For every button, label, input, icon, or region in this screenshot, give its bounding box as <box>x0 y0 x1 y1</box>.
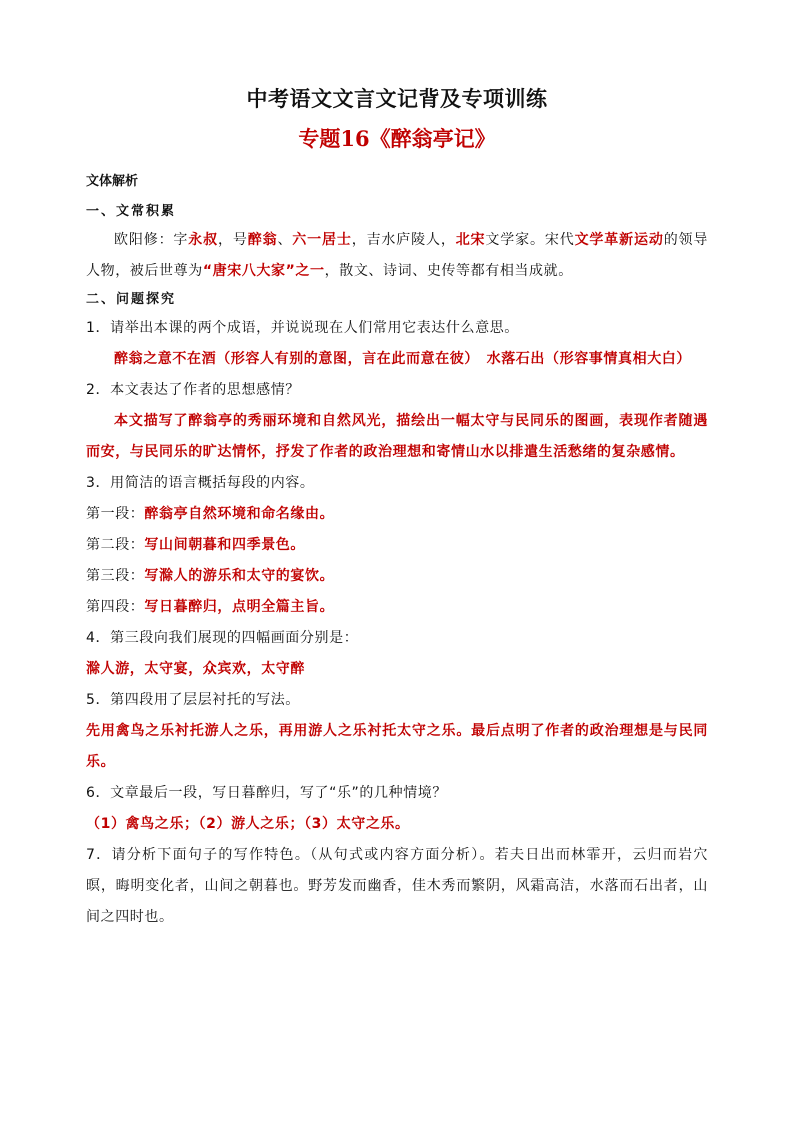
document-title: 中考语文文言文记背及专项训练 <box>246 86 548 111</box>
question-5: 5．第四段用了层层衬托的写法。 <box>86 692 300 708</box>
summary-answer: 写日暮醉归，点明全篇主旨。 <box>144 599 335 615</box>
section-heading-two: 二、问题探究 <box>86 292 177 307</box>
question-6: 6．文章最后一段，写日暮醉归，写了“乐”的几种情境？ <box>86 785 448 801</box>
answer-5: 先用禽鸟之乐衬托游人之乐，再用游人之乐衬托太守之乐。最后点明了作者的政治理想是与民同乐。 <box>86 723 708 770</box>
paragraph-summary-3 <box>86 561 708 592</box>
summary-answer: 写山间朝暮和四季景色。 <box>144 537 306 553</box>
author-text: ，吉水庐陵人， <box>351 232 456 248</box>
summary-answer: 写滁人的游乐和太守的宴饮。 <box>144 568 335 584</box>
summary-lead: 第一段： <box>86 506 145 522</box>
author-highlight: 永叔 <box>188 232 218 248</box>
question-3: 3．用简洁的语言概括每段的内容。 <box>86 475 315 491</box>
author-text: 的领导人物，被后世尊为 <box>86 232 709 279</box>
author-highlight: 北宋 <box>455 232 486 248</box>
author-text: 欧阳修：字 <box>114 232 189 248</box>
question-1: 1．请举出本课的两个成语，并说说现在人们常用它表达什么意思。 <box>86 320 519 336</box>
answer-4: 滁人游，太守宴，众宾欢，太守醉 <box>86 661 305 677</box>
paragraph-summary-1 <box>86 499 708 530</box>
section-label-wenti: 文体解析 <box>86 174 139 189</box>
summary-lead: 第四段： <box>86 599 145 615</box>
paragraph-summary-4 <box>86 592 708 623</box>
answer-2: 本文描写了醉翁亭的秀丽环境和自然风光，描绘出一幅太守与民同乐的图画，表现作者随遇而安，与民同乐的旷达情怀，抒发了作者的政治理想和寄情山水以排遣生活愁绪的复杂感情。 <box>86 413 708 460</box>
author-text: 文学家。宋代 <box>485 232 575 248</box>
document-subtitle: 专题16《醉翁亭记》 <box>298 126 496 151</box>
summary-lead: 第二段： <box>86 537 145 553</box>
author-highlight: 醉翁 <box>247 232 278 248</box>
summary-answer: 醉翁亭自然环境和命名缘由。 <box>144 506 335 522</box>
author-text: 、 <box>277 232 293 248</box>
author-highlight: 六一居士 <box>292 232 352 248</box>
answer-6: （1）禽鸟之乐；（2）游人之乐；（3）太守之乐。 <box>86 816 410 832</box>
question-4: 4．第三段向我们展现的四幅画面分别是： <box>86 630 359 646</box>
question-7: 7．请分析下面句子的写作特色。（从句式或内容方面分析）。若夫日出而林霏开，云归而岩穴暝，晦明变化者，山间之朝暮也。野芳发而幽香，佳木秀而繁阴，风霜高洁，水落而石出者，山间之四时也。 <box>86 847 708 925</box>
section-heading-one: 一、文常积累 <box>86 204 177 219</box>
author-text: ，号 <box>218 232 248 248</box>
summary-lead: 第三段： <box>86 568 145 584</box>
author-highlight: “唐宋八大家”之一 <box>202 263 325 279</box>
author-paragraph <box>86 225 708 287</box>
author-highlight: 文学革新运动 <box>574 232 664 248</box>
paragraph-summary-2 <box>86 530 708 561</box>
answer-1: 醉翁之意不在酒（形容人有别的意图，言在此而意在彼） 水落石出（形容事情真相大白） <box>114 351 691 367</box>
question-2: 2．本文表达了作者的思想感情？ <box>86 382 300 398</box>
author-text: ，散文、诗词、史传等都有相当成就。 <box>324 263 573 279</box>
